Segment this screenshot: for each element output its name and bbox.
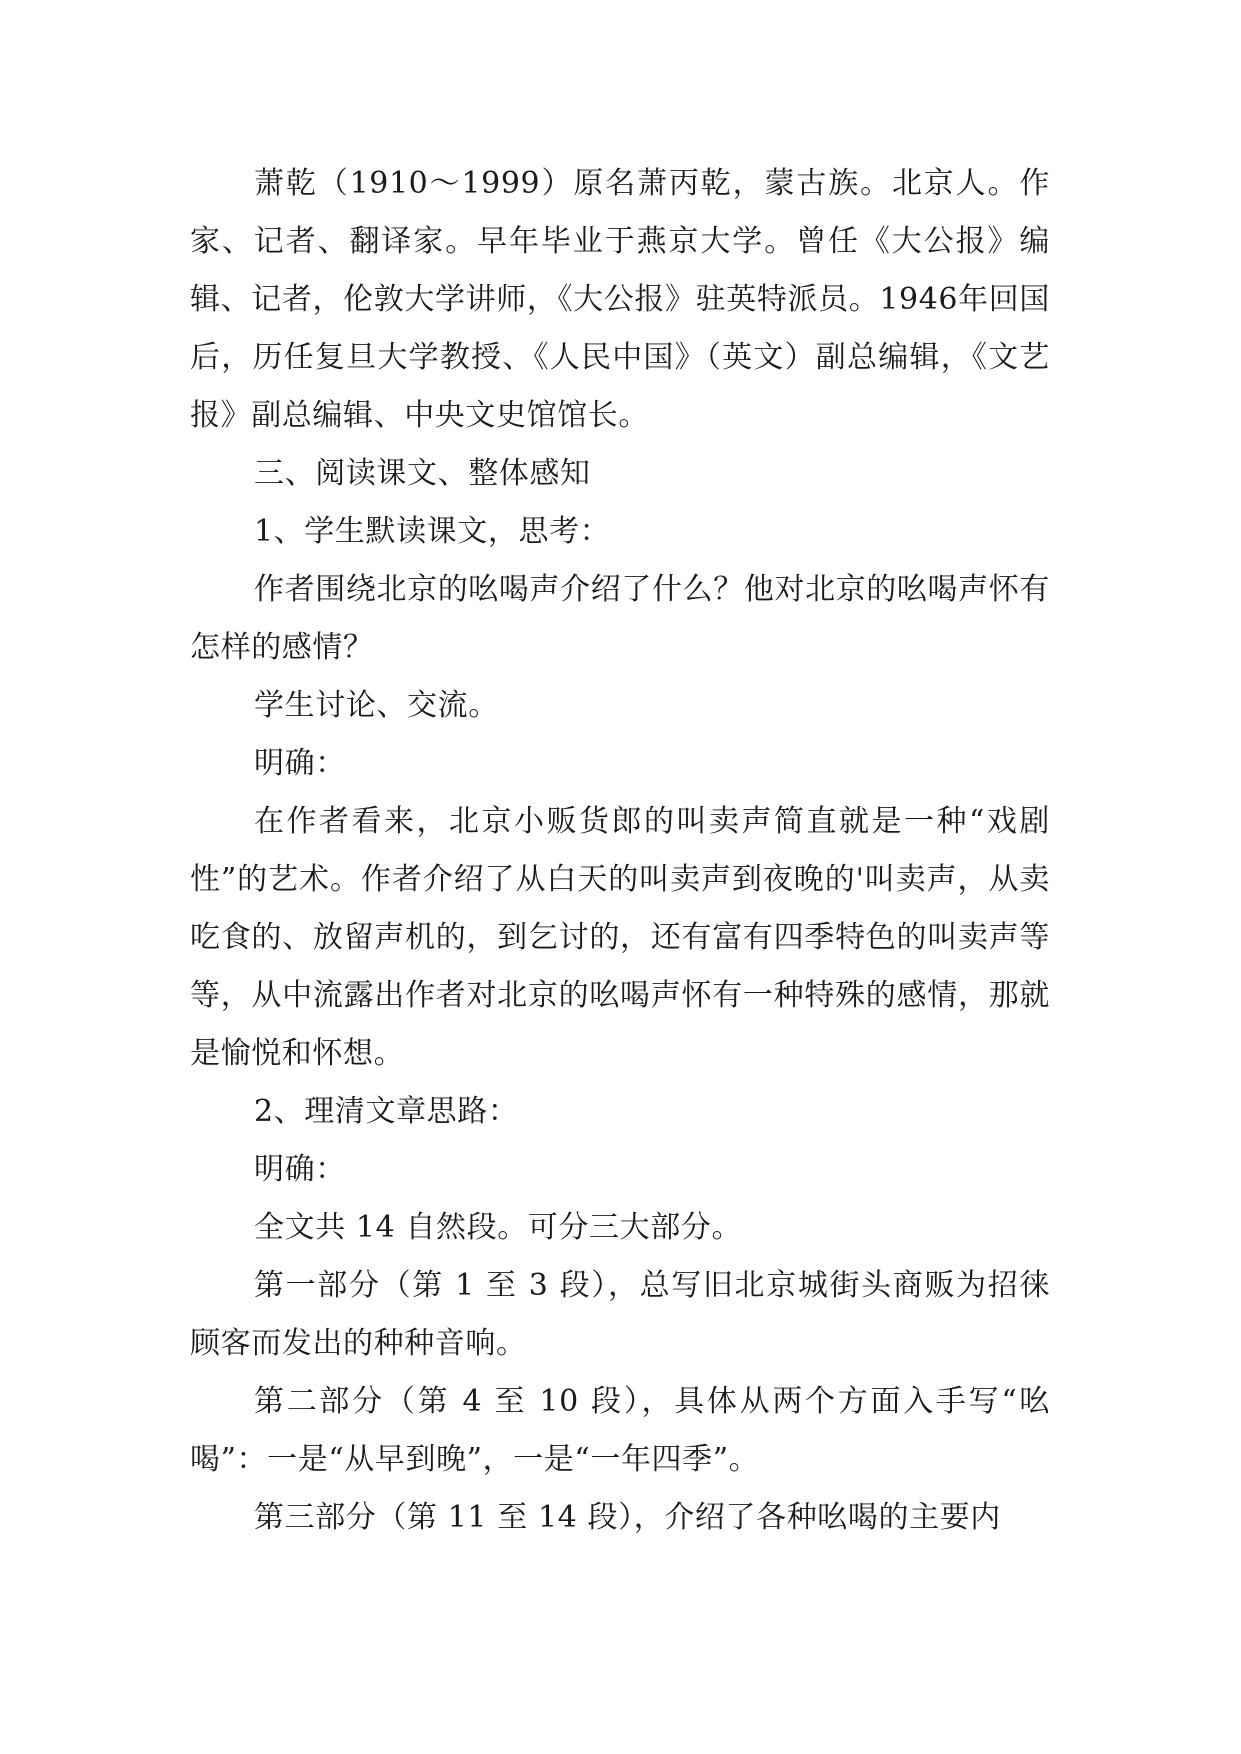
structure-summary: 全文共 14 自然段。可分三大部分。 — [254, 1210, 743, 1245]
step-silent-reading: 1、学生默读课文，思考： — [254, 514, 611, 549]
part-two-paragraph: 第二部分（第 4 至 10 段），具体从两个方面入手写“吆喝”：一是“从早到晚”，一是“一年四季”。 — [190, 1384, 1050, 1477]
section-heading-reading: 三、阅读课文、整体感知 — [254, 456, 591, 491]
clarify-label: 明确： — [254, 746, 346, 781]
part-three-paragraph: 第三部分（第 11 至 14 段），介绍了各种吆喝的主要内 — [254, 1500, 1001, 1535]
step-structure: 2、理清文章思路： — [254, 1094, 519, 1129]
document-body — [190, 155, 1050, 1547]
part-one-paragraph: 第一部分（第 1 至 3 段），总写旧北京城街头商贩为招徕顾客而发出的种种音响。 — [190, 1268, 1050, 1361]
clarify-label: 明确： — [254, 1152, 346, 1187]
question-paragraph: 作者围绕北京的吆喝声介绍了什么？他对北京的吆喝声怀有怎样的感情？ — [190, 572, 1050, 665]
paragraph-author-bio: 萧乾（1910～1999）原名萧丙乾，蒙古族。北京人。作家、记者、翻译家。早年毕业于燕京大学。曾任《大公报》编辑、记者，伦敦大学讲师，《大公报》驻英特派员。1946年回国后，历任复旦大学教授、《人民中国》（英文）副总编辑，《文艺报》副总编辑、中央文史馆馆长。 — [190, 166, 1050, 433]
answer-paragraph: 在作者看来，北京小贩货郎的叫卖声简直就是一种“戏剧性”的艺术。作者介绍了从白天的叫卖声到夜晚的'叫卖声，从卖吃食的、放留声机的，到乞讨的，还有富有四季特色的叫卖声等等，从中流露出作者对北京的吆喝声怀有一种特殊的感情，那就是愉悦和怀想。 — [190, 804, 1050, 1071]
discussion-paragraph: 学生讨论、交流。 — [254, 688, 499, 723]
